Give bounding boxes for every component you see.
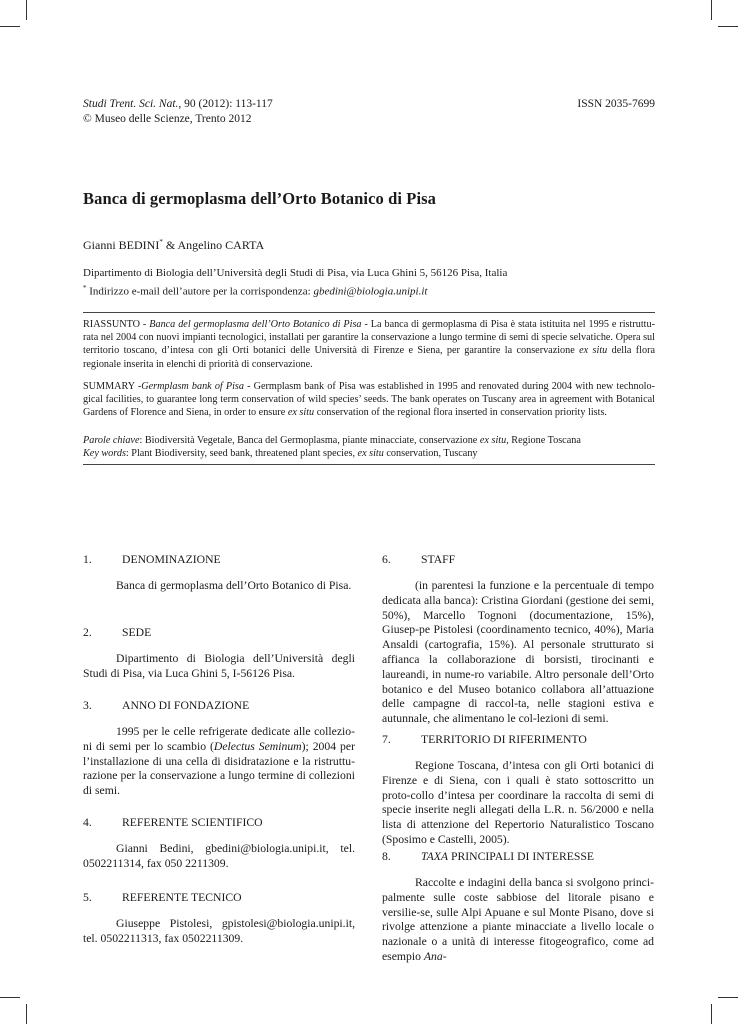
section-6 (382, 553, 654, 733)
section-number: 2. (83, 626, 92, 639)
section-7-body: Regione Toscana, d’intesa con gli Orti botanici di Firenze e di Siena, con i quali è stato sottoscritto un proto-collo d’intesa per coordinare la raccolta di semi di specie inserite negli allegati della L.R. n. 56/2000 e nella lista di attenzione del Repertorio Naturalistico Toscano (Sposimo e Castelli, 2005). (382, 759, 654, 846)
section-title: REFERENTE SCIENTIFICO (122, 816, 263, 829)
section-8-heading (382, 850, 654, 866)
journal-citation (83, 97, 273, 112)
section-6-heading (382, 553, 654, 569)
crop-mark-bottom-left (26, 1004, 27, 1024)
section-title: STAFF (421, 553, 456, 566)
section-3-body (83, 725, 355, 799)
author-2: & Angelino CARTA (162, 238, 265, 252)
section-3-italic: Delectus Seminum (213, 739, 302, 753)
section-4-body: Gianni Bedini, gbedini@biologia.unipi.it, tel. 0502211314, fax 050 2211309. (83, 842, 355, 870)
section-8-title-italic: TAXA (421, 850, 449, 863)
author-1: Gianni BEDINI (83, 238, 160, 252)
correspondence-line (83, 281, 655, 299)
corresponding-marker: * (159, 238, 163, 246)
section-title: TERRITORIO DI RIFERIMENTO (421, 733, 587, 746)
section-6-body: (in parentesi la funzione e la percentuale di tempo dedicata alla banca): Cristina Giordani (gestione dei semi, 50%), Marcello Tognoni (documentazione, 15%), Giusep-pe Pistolesi (coordinamento tecnico, 40%), Maria Ansaldi (cartografia, 15%). Al personale strutturato si affianca la collaborazione di borsisti, tirocinanti e laureandi, in nume-ro variabile. Altro personale dell’Orto botanico e del Museo botanico collabora all’attuazione delle campagne di raccol-ta, nelle stagioni estiva e autunnale, che alimentano le col-lezioni di semi. (382, 579, 654, 726)
section-2-body: Dipartimento di Biologia dell’Università degli Studi di Pisa, via Luca Ghini 5, I-56126 Pisa. (83, 652, 355, 680)
left-column (83, 553, 355, 947)
abstract-bottom-rule (83, 464, 655, 465)
section-3-heading (83, 699, 355, 715)
corresponding-marker-2: * (83, 283, 87, 292)
keywords-it-label: Parole chiave (83, 435, 140, 446)
summary-title: Germplasm bank of Pisa (141, 381, 244, 392)
section-7-heading (382, 733, 654, 749)
crop-mark-bottom-left-h (0, 997, 20, 998)
section-8-italic: Ana- (423, 949, 447, 963)
riassunto-exsitu: ex situ (579, 345, 608, 357)
keywords-en-text-2: conservation, Tuscany (383, 448, 478, 460)
riassunto-text-1: - La banca di germoplasma di Pisa è stata istituita nel 1995 e ristruttu-rata nel 2004 con nuovi impianti tecnologici, installati per garantire la conservazione a lungo termine di semi di specie selvatiche. Opera sul territorio toscano, d’intesa con gli Orti botanici delle Università di Firenze e Siena, per garantire la conservazione (83, 319, 655, 357)
crop-mark-top-right (711, 0, 712, 20)
keywords-it (83, 434, 655, 447)
crop-mark-top-left (26, 0, 27, 20)
keywords-en-exsitu: ex situ (357, 448, 384, 460)
section-number: 6. (382, 553, 391, 566)
section-title: DENOMINAZIONE (122, 553, 221, 566)
section-8-title-rest: PRINCIPALI DI INTERESSE (448, 850, 595, 863)
summary (83, 380, 655, 420)
paper-title: Banca di germoplasma dell’Orto Botanico di Pisa (83, 189, 437, 208)
section-5 (83, 891, 355, 947)
journal-volume: , 90 (2012): 113-117 (178, 98, 273, 110)
correspondence-text: Indirizzo e-mail dell’autore per la corrispondenza: (86, 285, 314, 298)
section-number: 7. (382, 733, 391, 746)
keywords-en-label: Key words (83, 448, 126, 460)
keywords-it-exsitu: ex situ (479, 435, 507, 446)
section-5-body: Giuseppe Pistolesi, gpistolesi@biologia.unipi.it, tel. 0502211313, fax 0502211309. (83, 917, 355, 945)
right-column (382, 553, 654, 965)
section-title: SEDE (122, 626, 152, 639)
section-4 (83, 816, 355, 891)
affiliation-line: Dipartimento di Biologia dell’Università degli Studi di Pisa, via Luca Ghini 5, 56126 Pisa, Italia (83, 267, 508, 279)
section-3-text-1: 1995 per le celle refrigerate dedicate alle collezio-ni di semi per lo scambio ( (83, 725, 355, 753)
riassunto-label: RIASSUNTO - (83, 319, 150, 330)
riassunto (83, 318, 655, 371)
section-5-heading (83, 891, 355, 907)
section-8-text: Raccolte e indagini della banca si svolgono princi-palmente sulle coste sabbiose del litorale pisano e versilie-se, sulle Alpi Apuane e sul Monte Pisano, dove si rivolge attenzione a piante minacciate a livello locale o nazionale o a unità di interesse fitogeografico, come ad esempio (382, 876, 654, 963)
section-2-heading (83, 626, 355, 642)
section-1 (83, 553, 355, 626)
correspondence-email: gbedini@biologia.unipi.it (313, 285, 428, 298)
section-4-heading (83, 816, 355, 832)
issn: ISSN 2035-7699 (577, 98, 655, 110)
section-8 (382, 850, 654, 965)
summary-exsitu: ex situ (287, 407, 315, 419)
section-number: 5. (83, 891, 92, 904)
section-title: REFERENTE TECNICO (122, 891, 242, 904)
section-3-text-2: ); 2004 per l’installazione di una cella di disidratazione e la ristruttu-razione per la conservazione a lungo termine di collezioni di semi. (83, 739, 355, 798)
abstract-top-rule (83, 312, 655, 313)
section-2 (83, 626, 355, 699)
copyright: © Museo delle Scienze, Trento 2012 (83, 113, 252, 125)
crop-mark-top-right-h (718, 26, 738, 27)
section-number: 1. (83, 553, 92, 566)
riassunto-title: Banca del germoplasma dell’Orto Botanico di Pisa (149, 319, 362, 330)
crop-mark-bottom-right (711, 1004, 712, 1024)
section-title: ANNO DI FONDAZIONE (122, 699, 250, 712)
keywords (83, 434, 655, 460)
riassunto-text-2: della flora regionale inserita in elenchi di priorità di conservazione. (83, 345, 656, 370)
summary-text-2: conservation of the regional flora inserted in conservation priority lists. (314, 407, 607, 419)
section-number: 3. (83, 699, 92, 712)
crop-mark-bottom-right-h (718, 997, 738, 998)
crop-mark-top-left-h (0, 26, 20, 27)
keywords-it-text-2: , Regione Toscana (506, 435, 581, 446)
affiliation (83, 266, 655, 299)
summary-text-1: - Germplasm bank of Pisa was established in 1995 and renovated during 2004 with new technolo-gical facilities, to guarantee long term conservation of wild species’ seeds. The bank operates on Tuscany area in agreement with Botanical Gardens of Florence and Siena, in order to ensure (83, 381, 655, 419)
section-number: 8. (382, 850, 391, 863)
section-title (421, 850, 594, 866)
summary-label: SUMMARY - (83, 381, 142, 392)
section-1-heading (83, 553, 355, 569)
section-3 (83, 699, 355, 816)
journal-name: Studi Trent. Sci. Nat. (83, 98, 179, 110)
section-1-body: Banca di germoplasma dell’Orto Botanico di Pisa. (116, 579, 352, 592)
section-number: 4. (83, 816, 92, 829)
section-7 (382, 733, 654, 850)
keywords-en-text-1: : Plant Biodiversity, seed bank, threatened plant species, (125, 448, 358, 460)
authors (83, 238, 264, 253)
keywords-en (83, 447, 655, 460)
keywords-it-text-1: : Biodiversità Vegetale, Banca del Germoplasma, piante minacciate, conservazione (139, 435, 480, 446)
section-8-body (382, 876, 654, 965)
